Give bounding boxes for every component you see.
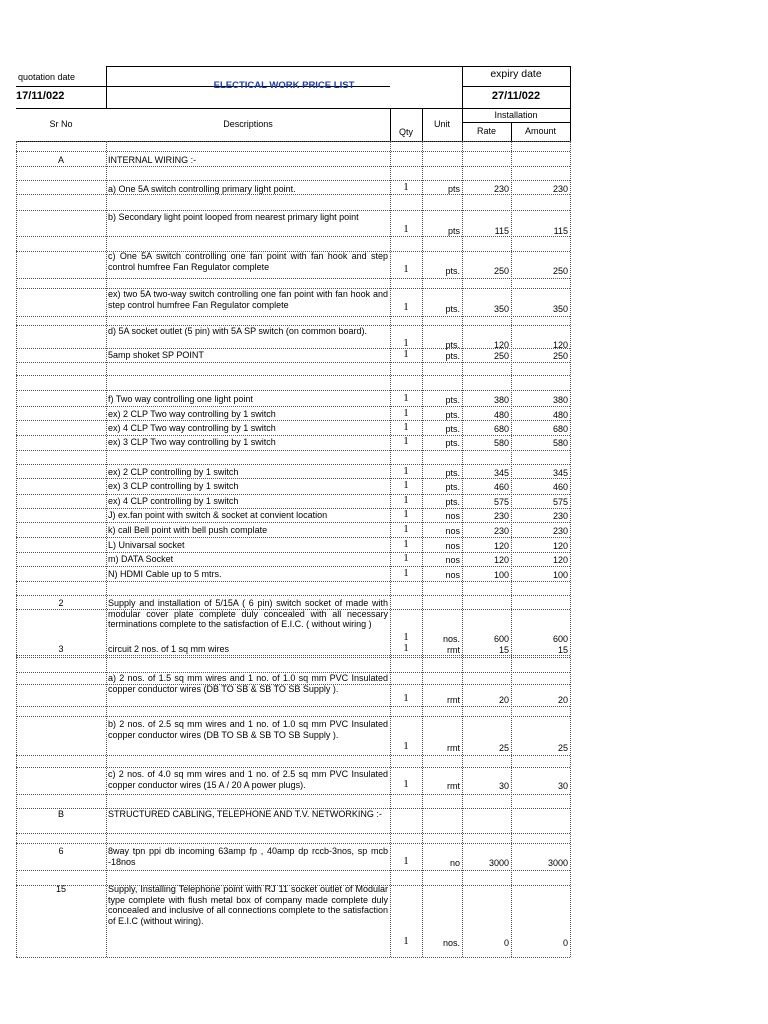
col-unit: Unit bbox=[433, 119, 450, 129]
row-amount: 0 bbox=[562, 938, 568, 948]
grid-line bbox=[16, 278, 570, 279]
row-unit: nos bbox=[445, 555, 460, 565]
row-unit: pts bbox=[447, 226, 460, 236]
row-rate: 480 bbox=[493, 410, 509, 420]
row-rate: 230 bbox=[493, 184, 509, 194]
row-qty: 1 bbox=[403, 568, 409, 579]
grid-line bbox=[16, 581, 570, 582]
row-description: Supply, Installing Telephone point with RJ 11 socket outlet of Modular type complete with flush metal box of company made complete duly concealed and inclusive of all connections complete to the satisfaction of E.I.C (without wiring). bbox=[108, 884, 388, 926]
grid-line bbox=[16, 141, 570, 142]
grid-line bbox=[16, 794, 570, 795]
page-title: ELECTICAL WORK PRICE LIST bbox=[213, 81, 355, 91]
grid-line bbox=[16, 166, 570, 167]
col-rate: Rate bbox=[476, 126, 496, 136]
row-description: ex) 4 CLP Two way controlling by 1 switch bbox=[108, 423, 276, 433]
row-qty: 1 bbox=[403, 524, 409, 535]
row-rate: 100 bbox=[493, 570, 509, 580]
row-unit: pts. bbox=[445, 304, 460, 314]
row-description: J) ex.fan point with switch & socket at convient location bbox=[108, 510, 328, 520]
grid-line bbox=[106, 66, 570, 67]
row-amount: 20 bbox=[557, 695, 568, 705]
row-sr-no: 15 bbox=[55, 884, 66, 894]
quotation-date-label: quotation date bbox=[18, 72, 76, 82]
row-amount: 230 bbox=[552, 184, 568, 194]
row-unit: rmt bbox=[447, 743, 460, 753]
row-amount: 380 bbox=[552, 395, 568, 405]
row-unit: nos. bbox=[442, 634, 460, 644]
row-description: m) DATA Socket bbox=[108, 554, 174, 564]
row-amount: 230 bbox=[552, 526, 568, 536]
row-amount: 15 bbox=[557, 645, 568, 655]
row-rate: 575 bbox=[493, 497, 509, 507]
row-sr-no: B bbox=[57, 809, 64, 819]
row-rate: 15 bbox=[498, 645, 509, 655]
grid-line bbox=[16, 375, 570, 376]
grid-line bbox=[16, 566, 570, 567]
row-description: Supply and installation of 5/15A ( 6 pin) switch socket of made with modular cover plate complete duly concealed with all necessary terminations complete to the satisfaction of E.I.C. ( without wiring ) bbox=[108, 598, 388, 629]
row-qty: 1 bbox=[403, 779, 409, 790]
row-qty: 1 bbox=[403, 539, 409, 550]
row-rate: 680 bbox=[493, 424, 509, 434]
grid-line bbox=[16, 151, 570, 152]
grid-line bbox=[16, 522, 570, 523]
row-unit: no bbox=[449, 858, 460, 868]
grid-line bbox=[16, 843, 570, 844]
row-qty: 1 bbox=[403, 408, 409, 419]
col-descriptions: Descriptions bbox=[223, 119, 273, 129]
row-rate: 250 bbox=[493, 266, 509, 276]
row-rate: 25 bbox=[498, 743, 509, 753]
row-amount: 100 bbox=[552, 570, 568, 580]
row-qty: 1 bbox=[403, 349, 409, 360]
row-unit: pts. bbox=[445, 468, 460, 478]
row-qty: 1 bbox=[403, 182, 409, 193]
row-unit: rmt bbox=[447, 645, 460, 655]
grid-line bbox=[16, 767, 570, 768]
row-rate: 230 bbox=[493, 526, 509, 536]
grid-line bbox=[16, 870, 570, 871]
row-rate: 380 bbox=[493, 395, 509, 405]
grid-line bbox=[16, 508, 570, 509]
row-amount: 115 bbox=[553, 226, 568, 236]
row-amount: 460 bbox=[552, 482, 568, 492]
row-description: b) 2 nos. of 2.5 sq mm wires and 1 no. of 1.0 sq mm PVC Insulated copper conductor wires (DB TO SB & SB TO SB Supply ). bbox=[108, 719, 388, 740]
grid-line bbox=[16, 180, 570, 181]
row-description: STRUCTURED CABLING, TELEPHONE AND T.V. NETWORKING :- bbox=[108, 809, 382, 819]
row-unit: pts. bbox=[445, 438, 460, 448]
grid-line bbox=[16, 464, 570, 465]
row-unit: pts. bbox=[445, 482, 460, 492]
row-amount: 30 bbox=[557, 781, 568, 791]
grid-line bbox=[106, 66, 107, 108]
col-qty: Qty bbox=[398, 127, 413, 137]
row-unit: rmt bbox=[447, 695, 460, 705]
row-qty: 1 bbox=[403, 741, 409, 752]
row-qty: 1 bbox=[403, 936, 409, 947]
row-qty: 1 bbox=[403, 480, 409, 491]
row-rate: 0 bbox=[503, 938, 509, 948]
row-unit: pts. bbox=[445, 266, 460, 276]
row-rate: 20 bbox=[498, 695, 509, 705]
grid-line bbox=[106, 141, 107, 957]
grid-line bbox=[462, 86, 570, 87]
row-amount: 120 bbox=[552, 555, 568, 565]
row-unit: pts. bbox=[445, 410, 460, 420]
row-qty: 1 bbox=[403, 509, 409, 520]
row-sr-no: 3 bbox=[58, 644, 64, 654]
row-rate: 3000 bbox=[488, 858, 509, 868]
row-qty: 1 bbox=[403, 856, 409, 867]
row-rate: 230 bbox=[493, 511, 509, 521]
grid-line bbox=[570, 66, 571, 141]
row-qty: 1 bbox=[403, 693, 409, 704]
row-amount: 345 bbox=[552, 468, 568, 478]
row-amount: 575 bbox=[552, 497, 568, 507]
row-qty: 1 bbox=[403, 495, 409, 506]
row-rate: 350 bbox=[493, 304, 509, 314]
row-description: ex) 2 CLP controlling by 1 switch bbox=[108, 467, 239, 477]
row-amount: 580 bbox=[552, 438, 568, 448]
row-rate: 120 bbox=[493, 541, 509, 551]
grid-line bbox=[462, 122, 570, 123]
row-unit: pts. bbox=[445, 497, 460, 507]
row-description: f) Two way controlling one light point bbox=[108, 394, 253, 404]
grid-line bbox=[16, 716, 570, 717]
col-amount: Amount bbox=[524, 126, 557, 136]
row-unit: nos. bbox=[442, 938, 460, 948]
row-qty: 1 bbox=[403, 466, 409, 477]
row-amount: 250 bbox=[552, 351, 568, 361]
row-rate: 250 bbox=[493, 351, 509, 361]
row-qty: 1 bbox=[403, 393, 409, 404]
row-description: INTERNAL WIRING :- bbox=[108, 155, 197, 165]
row-amount: 120 bbox=[552, 541, 568, 551]
row-amount: 120 bbox=[552, 340, 568, 350]
row-amount: 600 bbox=[552, 634, 568, 644]
grid-line bbox=[16, 210, 570, 211]
row-amount: 480 bbox=[552, 410, 568, 420]
row-description: c) 2 nos. of 4.0 sq mm wires and 1 no. of 2.5 sq mm PVC Insulated copper conductor wires (15 A / 20 A power plugs). bbox=[108, 769, 388, 790]
row-rate: 460 bbox=[493, 482, 509, 492]
row-unit: nos bbox=[445, 511, 460, 521]
row-unit: rmt bbox=[447, 781, 460, 791]
row-rate: 345 bbox=[493, 468, 509, 478]
grid-line bbox=[16, 435, 570, 436]
row-qty: 1 bbox=[403, 632, 409, 643]
grid-line bbox=[16, 450, 570, 451]
grid-line bbox=[16, 494, 570, 495]
row-description: circuit 2 nos. of 1 sq mm wires bbox=[108, 644, 230, 654]
row-unit: pts bbox=[447, 184, 460, 194]
expiry-date: 27/11/022 bbox=[491, 91, 541, 102]
grid-line bbox=[16, 552, 570, 553]
row-sr-no: A bbox=[57, 155, 64, 165]
row-rate: 115 bbox=[494, 226, 509, 236]
row-description: a) One 5A switch controlling primary light point. bbox=[108, 184, 296, 194]
row-unit: nos bbox=[445, 570, 460, 580]
grid-line bbox=[570, 141, 571, 957]
row-description: d) 5A socket outlet (5 pin) with 5A SP switch (on common board). bbox=[108, 326, 367, 336]
grid-line bbox=[16, 141, 17, 957]
row-qty: 1 bbox=[403, 422, 409, 433]
row-unit: nos bbox=[445, 526, 460, 536]
grid-line bbox=[16, 755, 570, 756]
row-qty: 1 bbox=[403, 302, 409, 313]
row-unit: pts. bbox=[445, 424, 460, 434]
row-rate: 600 bbox=[493, 634, 509, 644]
col-installation: Installation bbox=[494, 110, 538, 120]
row-description: ex) two 5A two-way switch controlling one fan point with fan hook and step control humfree Fan Regulator complete bbox=[108, 289, 388, 310]
row-rate: 120 bbox=[493, 340, 509, 350]
row-description: ex) 2 CLP Two way controlling by 1 switch bbox=[108, 409, 276, 419]
grid-line bbox=[16, 595, 570, 596]
row-amount: 680 bbox=[552, 424, 568, 434]
row-qty: 1 bbox=[403, 224, 409, 235]
col-sr-no: Sr No bbox=[49, 119, 73, 129]
row-rate: 120 bbox=[493, 555, 509, 565]
row-description: 8way tpn ppi db incoming 63amp fp , 40amp dp rccb-3nos, sp mcb -18nos bbox=[108, 846, 388, 867]
grid-line bbox=[16, 957, 570, 958]
row-description: b) Secondary light point looped from nearest primary light point bbox=[108, 212, 359, 222]
row-description: ex) 4 CLP controlling by 1 switch bbox=[108, 496, 239, 506]
row-amount: 230 bbox=[552, 511, 568, 521]
row-unit: pts. bbox=[445, 351, 460, 361]
row-qty: 1 bbox=[403, 436, 409, 447]
row-qty: 1 bbox=[403, 553, 409, 564]
grid-line bbox=[16, 537, 570, 538]
row-sr-no: 2 bbox=[58, 598, 64, 608]
grid-line bbox=[16, 706, 570, 707]
grid-line bbox=[16, 108, 570, 109]
row-qty: 1 bbox=[403, 338, 409, 349]
row-description: c) One 5A switch controlling one fan point with fan hook and step control humfree Fan Regulator complete bbox=[108, 251, 388, 272]
row-description: a) 2 nos. of 1.5 sq mm wires and 1 no. of 1.0 sq mm PVC Insulated copper conductor wires (DB TO SB & SB TO SB Supply ). bbox=[108, 673, 388, 694]
row-description: 5amp shoket SP POINT bbox=[108, 350, 204, 360]
row-amount: 3000 bbox=[547, 858, 568, 868]
row-amount: 250 bbox=[552, 266, 568, 276]
row-description: k) call Bell point with bell push complate bbox=[108, 525, 268, 535]
row-qty: 1 bbox=[403, 643, 409, 654]
row-sr-no: 6 bbox=[58, 846, 64, 856]
row-rate: 580 bbox=[493, 438, 509, 448]
row-amount: 25 bbox=[557, 743, 568, 753]
grid-line bbox=[16, 390, 570, 391]
row-unit: pts. bbox=[445, 395, 460, 405]
grid-line bbox=[16, 362, 570, 363]
row-amount: 350 bbox=[552, 304, 568, 314]
row-rate: 30 bbox=[498, 781, 509, 791]
grid-line bbox=[16, 657, 570, 658]
row-qty: 1 bbox=[403, 264, 409, 275]
row-description: ex) 3 CLP Two way controlling by 1 switch bbox=[108, 437, 276, 447]
row-description: L) Univarsal socket bbox=[108, 540, 185, 550]
quotation-date: 17/11/022 bbox=[16, 91, 65, 102]
row-unit: nos bbox=[445, 541, 460, 551]
row-description: N) HDMI Cable up to 5 mtrs. bbox=[108, 569, 222, 579]
grid-line bbox=[16, 316, 570, 317]
expiry-date-label: expiry date bbox=[490, 69, 542, 80]
grid-line bbox=[16, 406, 570, 407]
grid-line bbox=[16, 833, 570, 834]
row-unit: pts. bbox=[445, 340, 460, 350]
row-description: ex) 3 CLP controlling by 1 switch bbox=[108, 481, 239, 491]
